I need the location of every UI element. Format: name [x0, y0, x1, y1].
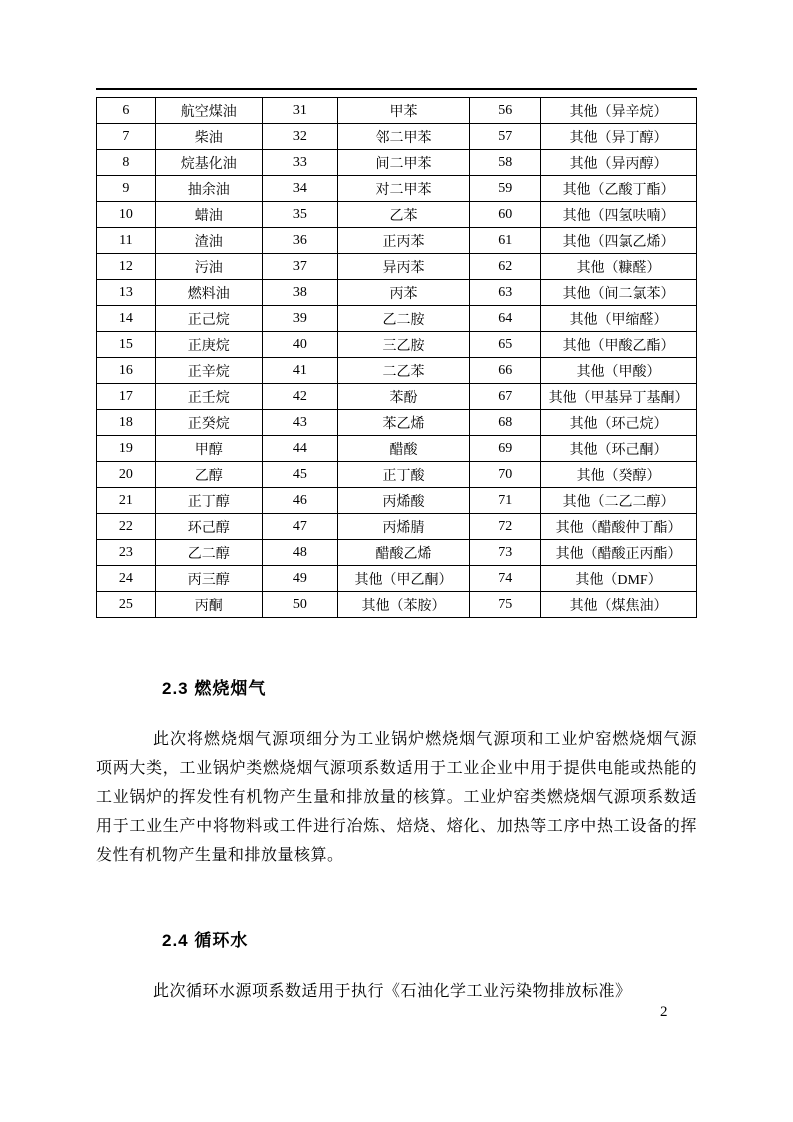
table-cell: 其他（异辛烷）: [541, 98, 697, 124]
table-cell: 其他（异丙醇）: [541, 150, 697, 176]
table-cell: 二乙苯: [337, 358, 470, 384]
table-cell: 34: [262, 176, 337, 202]
table-cell: 18: [97, 410, 156, 436]
table-row: [97, 98, 697, 124]
table-cell: 抽余油: [155, 176, 262, 202]
table-cell: 醋酸: [337, 436, 470, 462]
table-cell: 正丁醇: [155, 488, 262, 514]
table-cell: 62: [470, 254, 541, 280]
table-cell: 11: [97, 228, 156, 254]
table-cell: 68: [470, 410, 541, 436]
table-cell: 正癸烷: [155, 410, 262, 436]
table-cell: 50: [262, 592, 337, 618]
table-cell: 22: [97, 514, 156, 540]
table-cell: 邻二甲苯: [337, 124, 470, 150]
table-cell: 37: [262, 254, 337, 280]
table-cell: 其他（DMF）: [541, 566, 697, 592]
table-cell: 污油: [155, 254, 262, 280]
table-row: [97, 436, 697, 462]
table-cell: 其他（环己烷）: [541, 410, 697, 436]
table-cell: 乙二胺: [337, 306, 470, 332]
table-row: [97, 332, 697, 358]
section-2-3-paragraph: 此次将燃烧烟气源项细分为工业锅炉燃烧烟气源项和工业炉窑燃烧烟气源项两大类，工业锅炉类燃烧烟气源项系数适用于工业企业中用于提供电能或热能的工业锅炉的挥发性有机物产生量和排放量的核算。工业炉窑类燃烧烟气源项系数适用于工业生产中将物料或工件进行冶炼、焙烧、熔化、加热等工序中热工设备的挥发性有机物产生量和排放量核算。: [96, 731, 697, 864]
table-cell: 67: [470, 384, 541, 410]
table-cell: 乙二醇: [155, 540, 262, 566]
table-cell: 49: [262, 566, 337, 592]
table-row: [97, 202, 697, 228]
table-cell: 苯乙烯: [337, 410, 470, 436]
table-cell: 35: [262, 202, 337, 228]
table-cell: 25: [97, 592, 156, 618]
table-cell: 32: [262, 124, 337, 150]
table-cell: 乙苯: [337, 202, 470, 228]
table-cell: 对二甲苯: [337, 176, 470, 202]
table-cell: 其他（间二氯苯）: [541, 280, 697, 306]
table-cell: 41: [262, 358, 337, 384]
table-cell: 72: [470, 514, 541, 540]
header-rule: [96, 88, 697, 90]
table-cell: 40: [262, 332, 337, 358]
table-cell: 醋酸乙烯: [337, 540, 470, 566]
table-cell: 乙醇: [155, 462, 262, 488]
table-cell: 61: [470, 228, 541, 254]
table-cell: 其他（甲酸乙酯）: [541, 332, 697, 358]
table-cell: 15: [97, 332, 156, 358]
table-cell: 燃料油: [155, 280, 262, 306]
table-cell: 其他（环己酮）: [541, 436, 697, 462]
table-cell: 环己醇: [155, 514, 262, 540]
table-row: [97, 176, 697, 202]
table-cell: 苯酚: [337, 384, 470, 410]
table-cell: 13: [97, 280, 156, 306]
table-row: [97, 280, 697, 306]
table-row: [97, 410, 697, 436]
table-cell: 正庚烷: [155, 332, 262, 358]
table-cell: 丙烯酸: [337, 488, 470, 514]
table-row: [97, 488, 697, 514]
table-cell: 23: [97, 540, 156, 566]
table-row: [97, 566, 697, 592]
table-cell: 7: [97, 124, 156, 150]
table-cell: 66: [470, 358, 541, 384]
table-cell: 21: [97, 488, 156, 514]
table-cell: 其他（醋酸正丙酯）: [541, 540, 697, 566]
table-cell: 甲醇: [155, 436, 262, 462]
table-cell: 其他（甲缩醛）: [541, 306, 697, 332]
table-cell: 渣油: [155, 228, 262, 254]
table-cell: 正壬烷: [155, 384, 262, 410]
table-cell: 其他（四氢呋喃）: [541, 202, 697, 228]
table-cell: 蜡油: [155, 202, 262, 228]
table-cell: 16: [97, 358, 156, 384]
table-row: [97, 540, 697, 566]
pollutant-table: [96, 97, 697, 618]
table-cell: 56: [470, 98, 541, 124]
table-cell: 36: [262, 228, 337, 254]
table-cell: 其他（醋酸仲丁酯）: [541, 514, 697, 540]
table-cell: 65: [470, 332, 541, 358]
table-cell: 46: [262, 488, 337, 514]
table-cell: 柴油: [155, 124, 262, 150]
table-cell: 正己烷: [155, 306, 262, 332]
table-cell: 其他（甲基异丁基酮）: [541, 384, 697, 410]
table-cell: 44: [262, 436, 337, 462]
table-cell: 航空煤油: [155, 98, 262, 124]
table-cell: 烷基化油: [155, 150, 262, 176]
table-cell: 42: [262, 384, 337, 410]
table-cell: 59: [470, 176, 541, 202]
table-cell: 12: [97, 254, 156, 280]
table-cell: 其他（四氯乙烯）: [541, 228, 697, 254]
table-cell: 43: [262, 410, 337, 436]
table-row: [97, 254, 697, 280]
table-cell: 正丁酸: [337, 462, 470, 488]
table-cell: 异丙苯: [337, 254, 470, 280]
table-cell: 丙三醇: [155, 566, 262, 592]
section-heading-2-4: 2.4 循环水: [162, 931, 249, 950]
table-cell: 丙苯: [337, 280, 470, 306]
table-cell: 70: [470, 462, 541, 488]
table-cell: 39: [262, 306, 337, 332]
table-cell: 24: [97, 566, 156, 592]
table-cell: 73: [470, 540, 541, 566]
table-row: [97, 384, 697, 410]
page-content: [96, 0, 697, 1006]
table-row: [97, 514, 697, 540]
table-cell: 63: [470, 280, 541, 306]
table-cell: 其他（异丁醇）: [541, 124, 697, 150]
table-cell: 74: [470, 566, 541, 592]
table-row: [97, 592, 697, 618]
section-2-4-paragraph: 此次循环水源项系数适用于执行《石油化学工业污染物排放标准》: [153, 983, 632, 1000]
table-cell: 64: [470, 306, 541, 332]
table-row: [97, 150, 697, 176]
table-cell: 48: [262, 540, 337, 566]
section-heading-2-3: 2.3 燃烧烟气: [162, 679, 267, 698]
table-cell: 丙烯腈: [337, 514, 470, 540]
table-cell: 甲苯: [337, 98, 470, 124]
table-cell: 其他（乙酸丁酯）: [541, 176, 697, 202]
table-cell: 69: [470, 436, 541, 462]
table-cell: 6: [97, 98, 156, 124]
table-cell: 58: [470, 150, 541, 176]
table-row: [97, 228, 697, 254]
table-cell: 其他（苯胺）: [337, 592, 470, 618]
table-cell: 其他（煤焦油）: [541, 592, 697, 618]
table-cell: 14: [97, 306, 156, 332]
table-cell: 57: [470, 124, 541, 150]
table-cell: 75: [470, 592, 541, 618]
table-cell: 8: [97, 150, 156, 176]
page-number: 2: [660, 1004, 668, 1020]
table-cell: 丙酮: [155, 592, 262, 618]
table-cell: 10: [97, 202, 156, 228]
table-cell: 其他（糠醛）: [541, 254, 697, 280]
table-cell: 17: [97, 384, 156, 410]
table-cell: 60: [470, 202, 541, 228]
table-cell: 正辛烷: [155, 358, 262, 384]
table-cell: 38: [262, 280, 337, 306]
table-cell: 间二甲苯: [337, 150, 470, 176]
table-cell: 20: [97, 462, 156, 488]
table-cell: 45: [262, 462, 337, 488]
table-cell: 47: [262, 514, 337, 540]
table-row: [97, 358, 697, 384]
table-cell: 其他（二乙二醇）: [541, 488, 697, 514]
table-row: [97, 124, 697, 150]
table-cell: 19: [97, 436, 156, 462]
table-cell: 其他（甲乙酮）: [337, 566, 470, 592]
table-cell: 31: [262, 98, 337, 124]
table-cell: 三乙胺: [337, 332, 470, 358]
table-cell: 其他（癸醇）: [541, 462, 697, 488]
table-cell: 9: [97, 176, 156, 202]
table-row: [97, 462, 697, 488]
table-cell: 正丙苯: [337, 228, 470, 254]
table-row: [97, 306, 697, 332]
table-cell: 33: [262, 150, 337, 176]
table-cell: 71: [470, 488, 541, 514]
table-cell: 其他（甲酸）: [541, 358, 697, 384]
